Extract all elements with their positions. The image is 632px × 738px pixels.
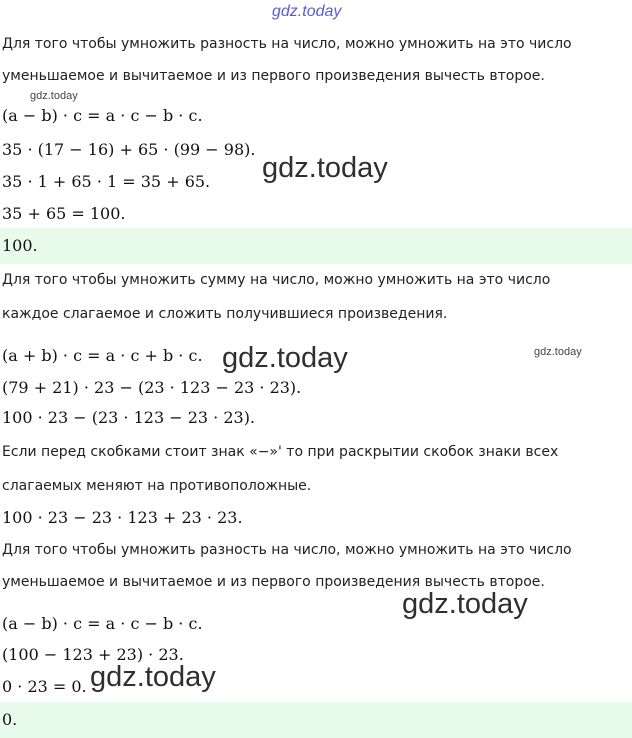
rule-text-line: Для того чтобы умножить сумму на число, можно умножить на это число <box>2 272 551 288</box>
math-step: (79 + 21) · 23 − (23 · 123 − 23 · 23). <box>2 378 302 397</box>
math-step: 35 + 65 = 100. <box>2 204 126 223</box>
answer-text: 0. <box>2 710 18 729</box>
answer-band <box>0 228 632 264</box>
watermark-large: gdz.today <box>262 152 388 184</box>
rule-text-line: слагаемых меняют на противоположные. <box>2 478 312 494</box>
math-step: 100 · 23 − (23 · 123 − 23 · 23). <box>2 408 256 427</box>
math-step: 35 · 1 + 65 · 1 = 35 + 65. <box>2 172 211 191</box>
watermark-large: gdz.today <box>222 342 348 374</box>
math-step: 100 · 23 − 23 · 123 + 23 · 23. <box>2 508 243 527</box>
rule-text-line: Для того чтобы умножить разность на число, можно умножить на это число <box>2 542 572 558</box>
formula-line: (a + b) · c = a · c + b · c. <box>2 346 203 365</box>
watermark-large: gdz.today <box>402 588 528 620</box>
watermark-large: gdz.today <box>90 661 216 693</box>
answer-text: 100. <box>2 236 38 255</box>
rule-text-line: Для того чтобы умножить разность на число, можно умножить на это число <box>2 36 572 52</box>
header-watermark: gdz.today <box>272 3 342 20</box>
watermark-small: gdz.today <box>534 346 582 358</box>
rule-text-line: уменьшаемое и вычитаемое и из первого произведения вычесть второе. <box>2 574 545 590</box>
watermark-small: gdz.today <box>30 90 78 102</box>
rule-text-line: каждое слагаемое и сложить получившиеся произведения. <box>2 306 448 322</box>
math-step: 0 · 23 = 0. <box>2 677 87 696</box>
answer-band <box>0 702 632 738</box>
formula-line: (a − b) · c = a · c − b · c. <box>2 614 203 633</box>
rule-text-line: Если перед скобками стоит знак «−»' то при раскрытии скобок знаки всех <box>2 444 559 460</box>
math-step: 35 · (17 − 16) + 65 · (99 − 98). <box>2 140 256 159</box>
math-step: (100 − 123 + 23) · 23. <box>2 645 184 664</box>
rule-text-line: уменьшаемое и вычитаемое и из первого произведения вычесть второе. <box>2 68 545 84</box>
formula-line: (a − b) · c = a · c − b · c. <box>2 106 203 125</box>
